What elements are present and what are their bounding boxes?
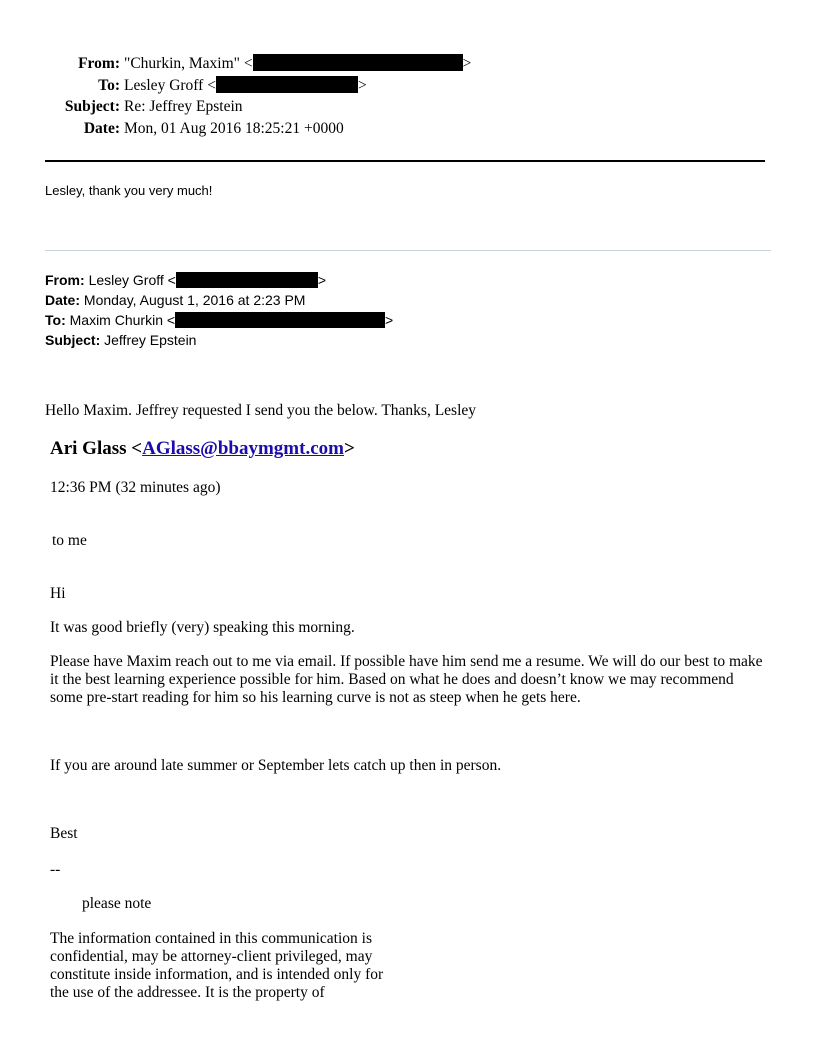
forwarded-subject-label: Subject: (45, 332, 101, 348)
forwarded-to-value: Maxim Churkin < (69, 312, 176, 328)
paragraph-1: It was good briefly (very) speaking this morning. (50, 619, 355, 636)
forwarded-date-value: Monday, August 1, 2016 at 2:23 PM (83, 292, 306, 308)
sender-email-link[interactable]: AGlass@bbaymgmt.com (142, 438, 344, 459)
header-to-value: Lesley Groff < (124, 77, 216, 94)
paragraph-3: If you are around late summer or September lets catch up then in person. (50, 757, 502, 774)
header-to-close: > (357, 77, 367, 94)
signoff: Best (50, 825, 78, 842)
redaction-bar (216, 76, 358, 93)
intro-text: Hello Maxim. Jeffrey requested I send you the below. Thanks, Lesley (45, 402, 477, 419)
redaction-bar (253, 54, 463, 71)
header-from-label: From: (78, 55, 120, 72)
header-to-row (0, 76, 800, 95)
forwarded-to-close: > (385, 312, 394, 328)
please-note: please note (82, 895, 152, 912)
paragraph-2: Please have Maxim reach out to me via email. If possible have him send me a resume. We will do our best to make it the best learning experience possible for him. Based on what he does and doesn’t know we may recommend some pre-start reading for him so his learning curve is not as steep when he gets here. (50, 653, 763, 706)
header-to-label: To: (98, 77, 120, 94)
header-from-value: "Churkin, Maxim" < (124, 55, 253, 72)
forwarded-to-label: To: (45, 312, 66, 328)
reply-divider (45, 250, 771, 251)
header-date-label: Date: (83, 120, 120, 137)
signature-dashes: -- (50, 861, 61, 878)
forwarded-from-label: From: (45, 272, 85, 288)
reply-text: Lesley, thank you very much! (45, 183, 213, 198)
redaction-bar (175, 312, 385, 328)
forwarded-to-row (45, 312, 393, 328)
greeting: Hi (50, 585, 66, 602)
forwarded-from-close: > (317, 272, 327, 288)
header-subject-row (0, 98, 800, 116)
header-subject-value: Re: Jeffrey Epstein (124, 98, 243, 115)
header-divider (45, 160, 765, 162)
forwarded-subject-value: Jeffrey Epstein (104, 332, 197, 348)
message-time: 12:36 PM (32 minutes ago) (50, 479, 221, 496)
header-from-row (0, 54, 800, 73)
header-subject-label: Subject: (64, 98, 120, 115)
recipient-to-me: to me (52, 532, 87, 549)
forwarded-date-row (45, 292, 305, 308)
sender-name: Ari Glass < (50, 438, 143, 459)
redaction-bar (176, 272, 318, 288)
sender-line (50, 438, 355, 460)
disclaimer-text: The information contained in this communication is confidential, may be attorney-client privileged, may constitute inside information, and is intended only for the use of the addressee. It is the property of (50, 930, 384, 1001)
header-date-value: Mon, 01 Aug 2016 18:25:21 +0000 (124, 120, 344, 137)
header-date-row (0, 120, 800, 138)
sender-close: > (343, 438, 355, 459)
header-from-close: > (462, 55, 472, 72)
forwarded-from-value: Lesley Groff < (88, 272, 176, 288)
forwarded-from-row (45, 272, 326, 288)
forwarded-subject-row (45, 332, 196, 348)
forwarded-date-label: Date: (45, 292, 81, 308)
